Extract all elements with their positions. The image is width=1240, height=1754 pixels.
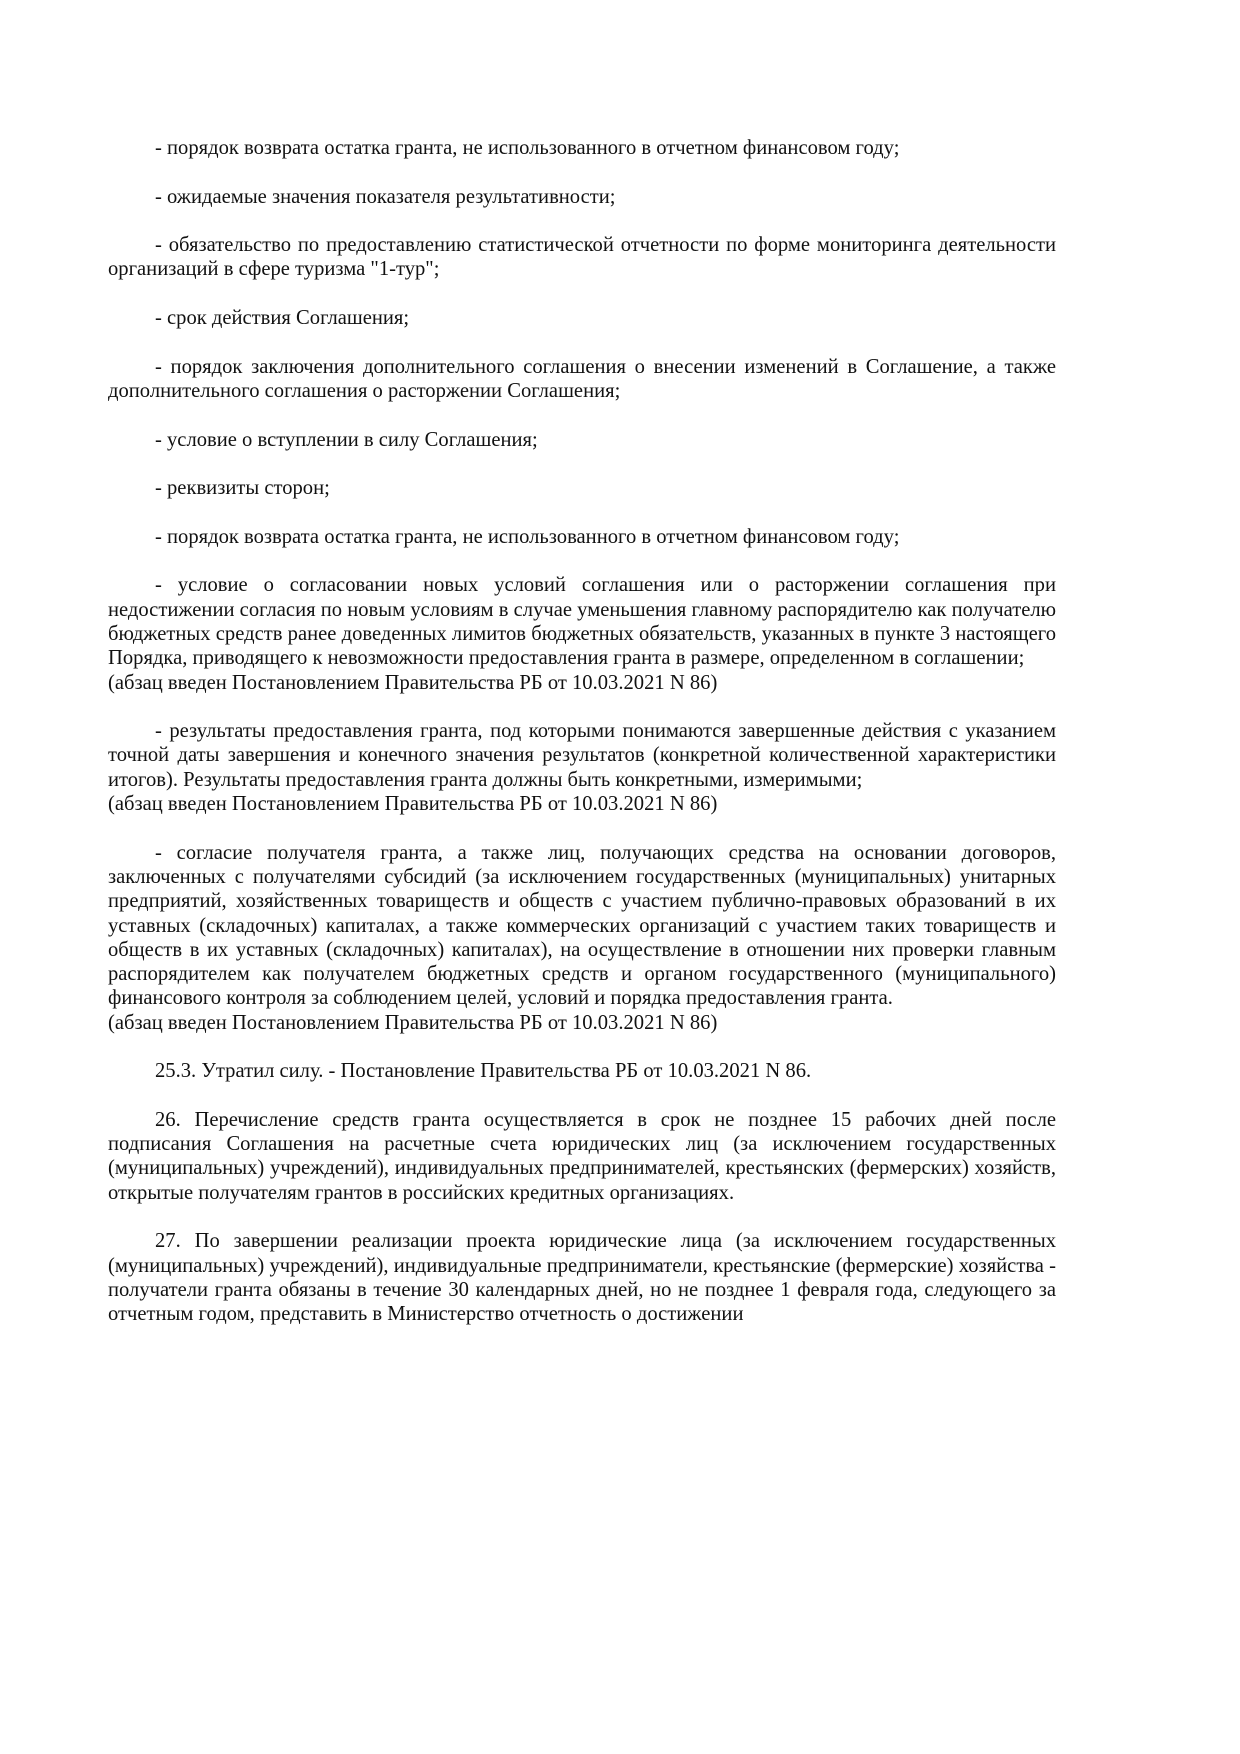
paragraph-27: 27. По завершении реализации проекта юридические лица (за исключением государственных (муниципальных) учреждений), индивидуальные предприниматели, крестьянские (фермерские) хозяйства - получатели гранта обязаны в течение 30 календарных дней, но не позднее 1 февраля года, следующего за отчетным годом, представить в Министерство отчетность о достижении bbox=[108, 1230, 1056, 1326]
paragraph-entry-into-force: - условие о вступлении в силу Соглашения; bbox=[155, 428, 538, 451]
paragraph-grant-results: - результаты предоставления гранта, под которыми понимаются завершенные действия с указанием точной даты завершения и конечного значения результатов (конкретной количественной характеристики итогов). Результаты предоставления гранта должны быть конкретными, измеримыми; bbox=[108, 720, 1056, 791]
paragraph-statistical-reporting: - обязательство по предоставлению статистической отчетности по форме мониторинга деятельности организаций в сфере туризма "1-тур"; bbox=[108, 234, 1056, 281]
document-page bbox=[108, 136, 1056, 1351]
paragraph-agreement-term: - срок действия Соглашения; bbox=[155, 307, 410, 330]
paragraph-grant-return-order-repeat: - порядок возврата остатка гранта, не использованного в отчетном финансовом году; bbox=[155, 525, 900, 548]
amendment-note: (абзац введен Постановлением Правительства РБ от 10.03.2021 N 86) bbox=[108, 671, 718, 694]
paragraph-party-details: - реквизиты сторон; bbox=[155, 477, 330, 500]
paragraph-recipient-consent: - согласие получателя гранта, а также лиц, получающих средства на основании договоров, заключенных с получателями субсидий (за исключением государственных (муниципальных) унитарных предприятий, хозяйственных товариществ и обществ с участием публично-правовых образований в их уставных (складочных) капиталах, а также коммерческих организаций с участием таких товариществ и обществ в их уставных (складочных) капиталах), на осуществление в отношении них проверки главным распорядителем как получателем бюджетных средств и органом государственного (муниципального) финансового контроля за соблюдением целей, условий и порядка предоставления гранта. bbox=[108, 841, 1056, 1010]
amendment-note: (абзац введен Постановлением Правительства РБ от 10.03.2021 N 86) bbox=[108, 1011, 718, 1034]
amendment-note: (абзац введен Постановлением Правительства РБ от 10.03.2021 N 86) bbox=[108, 793, 718, 816]
paragraph-25-3: 25.3. Утратил силу. - Постановление Правительства РБ от 10.03.2021 N 86. bbox=[155, 1060, 812, 1083]
paragraph-new-conditions: - условие о согласовании новых условий соглашения или о расторжении соглашения при недостижении согласия по новым условиям в случае уменьшения главному распорядителю как получателю бюджетных средств ранее доведенных лимитов бюджетных обязательств, указанных в пункте 3 настоящего Порядка, приводящего к невозможности предоставления гранта в размере, определенном в соглашении; bbox=[108, 574, 1056, 670]
paragraph-26: 26. Перечисление средств гранта осуществляется в срок не позднее 15 рабочих дней после подписания Соглашения на расчетные счета юридических лиц (за исключением государственных (муниципальных) учреждений), индивидуальных предпринимателей, крестьянских (фермерских) хозяйств, открытые получателям грантов в российских кредитных организациях. bbox=[108, 1108, 1056, 1204]
paragraph-additional-agreement: - порядок заключения дополнительного соглашения о внесении изменений в Соглашение, а также дополнительного соглашения о расторжении Соглашения; bbox=[108, 355, 1056, 402]
paragraph-grant-return-order: - порядок возврата остатка гранта, не использованного в отчетном финансовом году; bbox=[155, 137, 900, 159]
paragraph-expected-indicators: - ожидаемые значения показателя результативности; bbox=[155, 185, 616, 208]
